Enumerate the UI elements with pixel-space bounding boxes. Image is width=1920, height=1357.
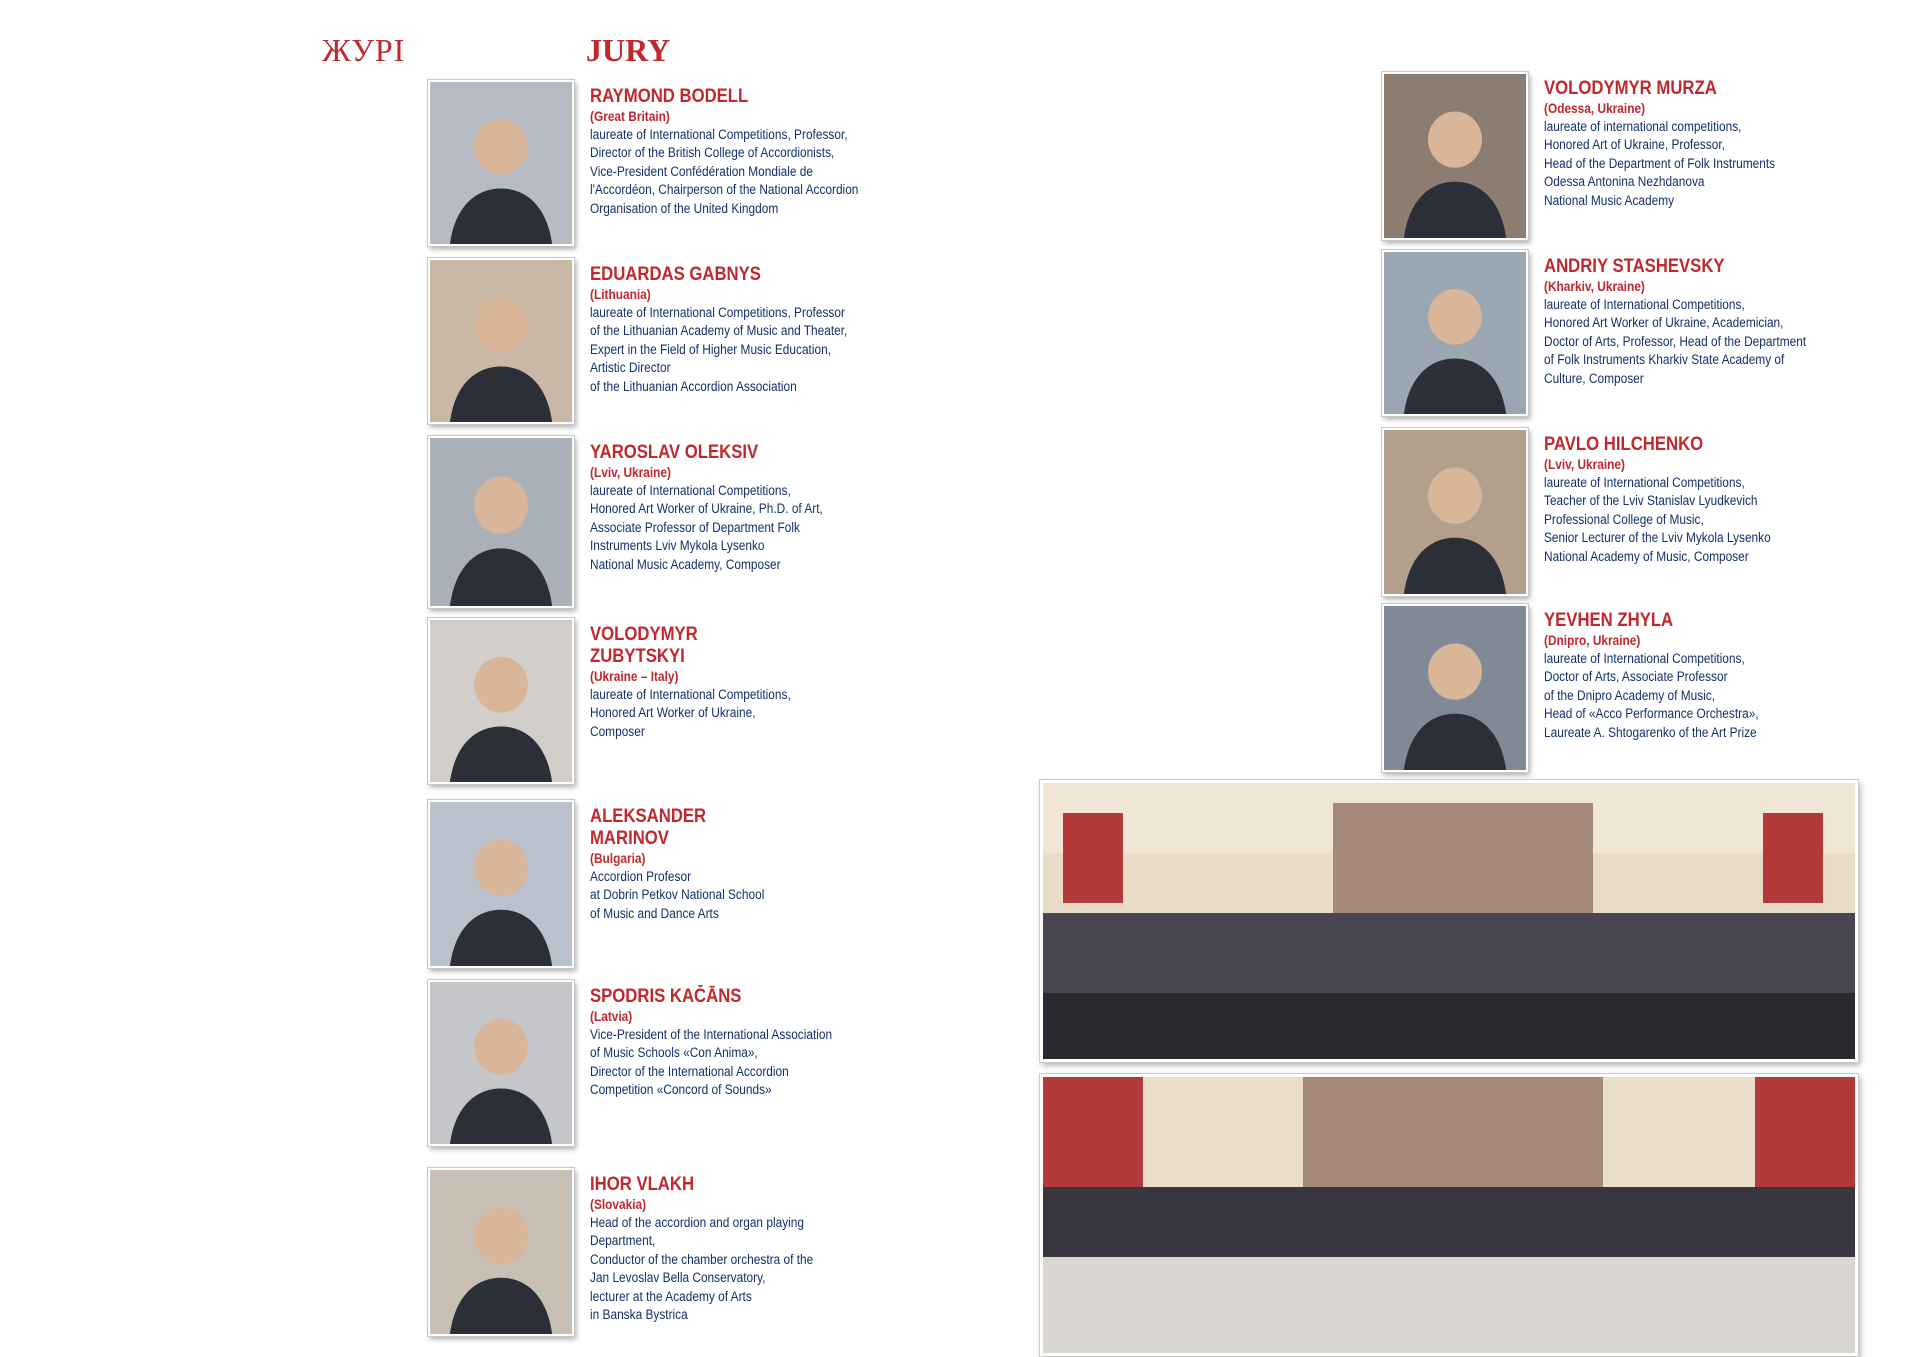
member-photo	[428, 980, 574, 1146]
bio-line-en: of Folk Instruments Kharkiv State Academy of	[1544, 352, 1785, 368]
member-country-en: (Lithuania)	[590, 287, 651, 302]
bio-line-en: laureate of International Competitions,	[1544, 651, 1745, 666]
bio-line-en: Doctor of Arts, Associate Professor	[1544, 669, 1728, 685]
portrait-placeholder	[430, 82, 572, 244]
member-name-en: YEVHEN ZHYLA	[1544, 610, 1674, 631]
bio-line-en: Laureate A. Shtogarenko of the Art Prize	[1544, 724, 1757, 740]
bio-line-en: Artistic Director	[590, 360, 671, 376]
bio-line-en: of Music and Dance Arts	[590, 905, 719, 921]
member-name-en: EDUARDAS GABNYS	[590, 264, 761, 285]
member-country-en: (Lviv, Ukraine)	[590, 465, 671, 480]
en-bio	[1544, 78, 1775, 210]
member-name-en: VOLODYMYR MURZA	[1544, 78, 1717, 99]
member-photo	[428, 1168, 574, 1336]
bio-line-en: Senior Lecturer of the Lviv Mykola Lysenko	[1544, 530, 1771, 546]
bio-line-en: of the Dnipro Academy of Music,	[1544, 687, 1716, 703]
member-country-en: (Odessa, Ukraine)	[1544, 101, 1646, 116]
bio-line-en: Culture, Composer	[1544, 370, 1644, 386]
bio-line-en: Odessa Antonina Nezhdanova	[1544, 174, 1705, 190]
portrait-placeholder	[430, 1170, 572, 1334]
bio-line-en: lecturer at the Academy of Arts	[590, 1288, 752, 1304]
portrait-placeholder	[430, 982, 572, 1144]
bio-line-en: Honored Art Worker of Ukraine, Ph.D. of Art,	[590, 501, 823, 517]
member-photo	[1382, 250, 1528, 416]
member-country-en: (Kharkiv, Ukraine)	[1544, 279, 1645, 294]
group-photo-2	[1040, 1074, 1858, 1356]
member-photo	[428, 80, 574, 246]
member-country-en: (Ukraine – Italy)	[590, 669, 679, 684]
bio-line-en: Honored Art of Ukraine, Professor,	[1544, 137, 1725, 153]
group-photo-1	[1040, 780, 1858, 1062]
bio-line-en: Director of the British College of Accordionists,	[590, 145, 835, 161]
member-photo	[428, 800, 574, 968]
bio-line-en: Vice-President Confédération Mondiale de	[590, 163, 814, 179]
member-photo	[428, 618, 574, 784]
bio-line-en: Head of the Department of Folk Instruments	[1544, 155, 1776, 171]
bio-line-en: Honored Art Worker of Ukraine,	[590, 705, 756, 721]
en-bio	[1544, 256, 1806, 388]
portrait-placeholder	[1384, 252, 1526, 414]
bio-line-en: laureate of International Competitions,	[1544, 297, 1745, 312]
bio-line-en: Department,	[590, 1233, 656, 1249]
bio-line-en: of Music Schools «Con Anima»,	[590, 1045, 758, 1061]
member-photo	[428, 436, 574, 608]
bio-line-en: laureate of International Competitions,	[590, 687, 791, 702]
portrait-placeholder	[430, 802, 572, 966]
member-photo	[1382, 72, 1528, 240]
member-name-en: ANDRIY STASHEVSKY	[1544, 256, 1725, 277]
bio-line-en: Competition «Concord of Sounds»	[590, 1082, 772, 1098]
bio-line-en: National Music Academy	[1544, 192, 1675, 208]
en-bio	[590, 1174, 813, 1324]
bio-line-en: National Music Academy, Composer	[590, 556, 781, 572]
en-bio	[590, 986, 832, 1100]
bio-line-en: Jan Levoslav Bella Conservatory,	[590, 1270, 766, 1286]
member-name-en: PAVLO HILCHENKO	[1544, 434, 1704, 455]
portrait-placeholder	[430, 620, 572, 782]
en-bio	[590, 86, 858, 218]
bio-line-en: Teacher of the Lviv Stanislav Lyudkevich	[1544, 493, 1758, 509]
member-country-en: (Great Britain)	[590, 109, 670, 124]
bio-line-en: l'Accordéon, Chairperson of the National Accordion	[590, 182, 859, 198]
member-name-en: SPODRIS KAČĀNS	[590, 986, 742, 1007]
member-country-en: (Slovakia)	[590, 1197, 647, 1212]
en-bio	[590, 442, 823, 574]
bio-line-en: Vice-President of the International Association	[590, 1027, 833, 1042]
bio-line-en: at Dobrin Petkov National School	[590, 887, 765, 903]
member-photo	[1382, 604, 1528, 772]
en-bio	[1544, 434, 1771, 566]
bio-line-en: of the Lithuanian Academy of Music and Theater,	[590, 323, 848, 339]
member-country-en: (Lviv, Ukraine)	[1544, 457, 1625, 472]
bio-line-en: laureate of International Competitions, Professor,	[590, 127, 848, 142]
bio-line-en: Director of the International Accordion	[590, 1063, 789, 1079]
member-country-en: (Bulgaria)	[590, 851, 646, 866]
en-bio	[1544, 610, 1759, 742]
bio-line-en: of the Lithuanian Accordion Association	[590, 378, 797, 394]
bio-line-en: Head of the accordion and organ playing	[590, 1215, 804, 1230]
member-name-en: IHOR VLAKH	[590, 1174, 695, 1195]
member-country-en: (Dnipro, Ukraine)	[1544, 633, 1641, 648]
bio-line-en: laureate of international competitions,	[1544, 119, 1742, 134]
bio-line-en: Associate Professor of Department Folk	[590, 519, 800, 535]
bio-line-en: National Academy of Music, Composer	[1544, 548, 1749, 564]
bio-line-en: Expert in the Field of Higher Music Education,	[590, 341, 832, 357]
jury-heading-en: JURY	[586, 32, 671, 68]
portrait-placeholder	[430, 260, 572, 422]
member-photo	[428, 258, 574, 424]
member-name-en: YAROSLAV OLEKSIV	[590, 442, 759, 463]
bio-line-en: in Banska Bystrica	[590, 1307, 688, 1323]
bio-line-en: Composer	[590, 723, 645, 739]
en-bio	[590, 806, 764, 923]
bio-line-en: Conductor of the chamber orchestra of the	[590, 1251, 814, 1267]
member-name-en: VOLODYMYR ZUBYTSKYI	[590, 624, 698, 667]
bio-line-en: Doctor of Arts, Professor, Head of the Department	[1544, 333, 1807, 349]
member-photo	[1382, 428, 1528, 596]
portrait-placeholder	[1384, 74, 1526, 238]
bio-line-en: laureate of International Competitions,	[1544, 475, 1745, 490]
portrait-placeholder	[430, 438, 572, 606]
portrait-placeholder	[1384, 606, 1526, 770]
jury-heading-ua: ЖУРІ	[322, 32, 406, 68]
bio-line-en: Head of «Acco Performance Orchestra»,	[1544, 706, 1759, 722]
bio-line-en: laureate of International Competitions,	[590, 483, 791, 498]
portrait-placeholder	[1384, 430, 1526, 594]
en-bio	[590, 624, 791, 741]
bio-line-en: laureate of International Competitions, Professor	[590, 305, 845, 320]
bio-line-en: Organisation of the United Kingdom	[590, 200, 779, 216]
bio-line-en: Instruments Lviv Mykola Lysenko	[590, 538, 765, 554]
member-name-en: ALEKSANDER MARINOV	[590, 806, 707, 849]
bio-line-en: Honored Art Worker of Ukraine, Academician,	[1544, 315, 1784, 331]
bio-line-en: Accordion Profesor	[590, 869, 692, 884]
en-bio	[590, 264, 847, 396]
bio-line-en: Professional College of Music,	[1544, 511, 1704, 527]
member-country-en: (Latvia)	[590, 1009, 633, 1024]
member-name-en: RAYMOND BODELL	[590, 86, 749, 107]
